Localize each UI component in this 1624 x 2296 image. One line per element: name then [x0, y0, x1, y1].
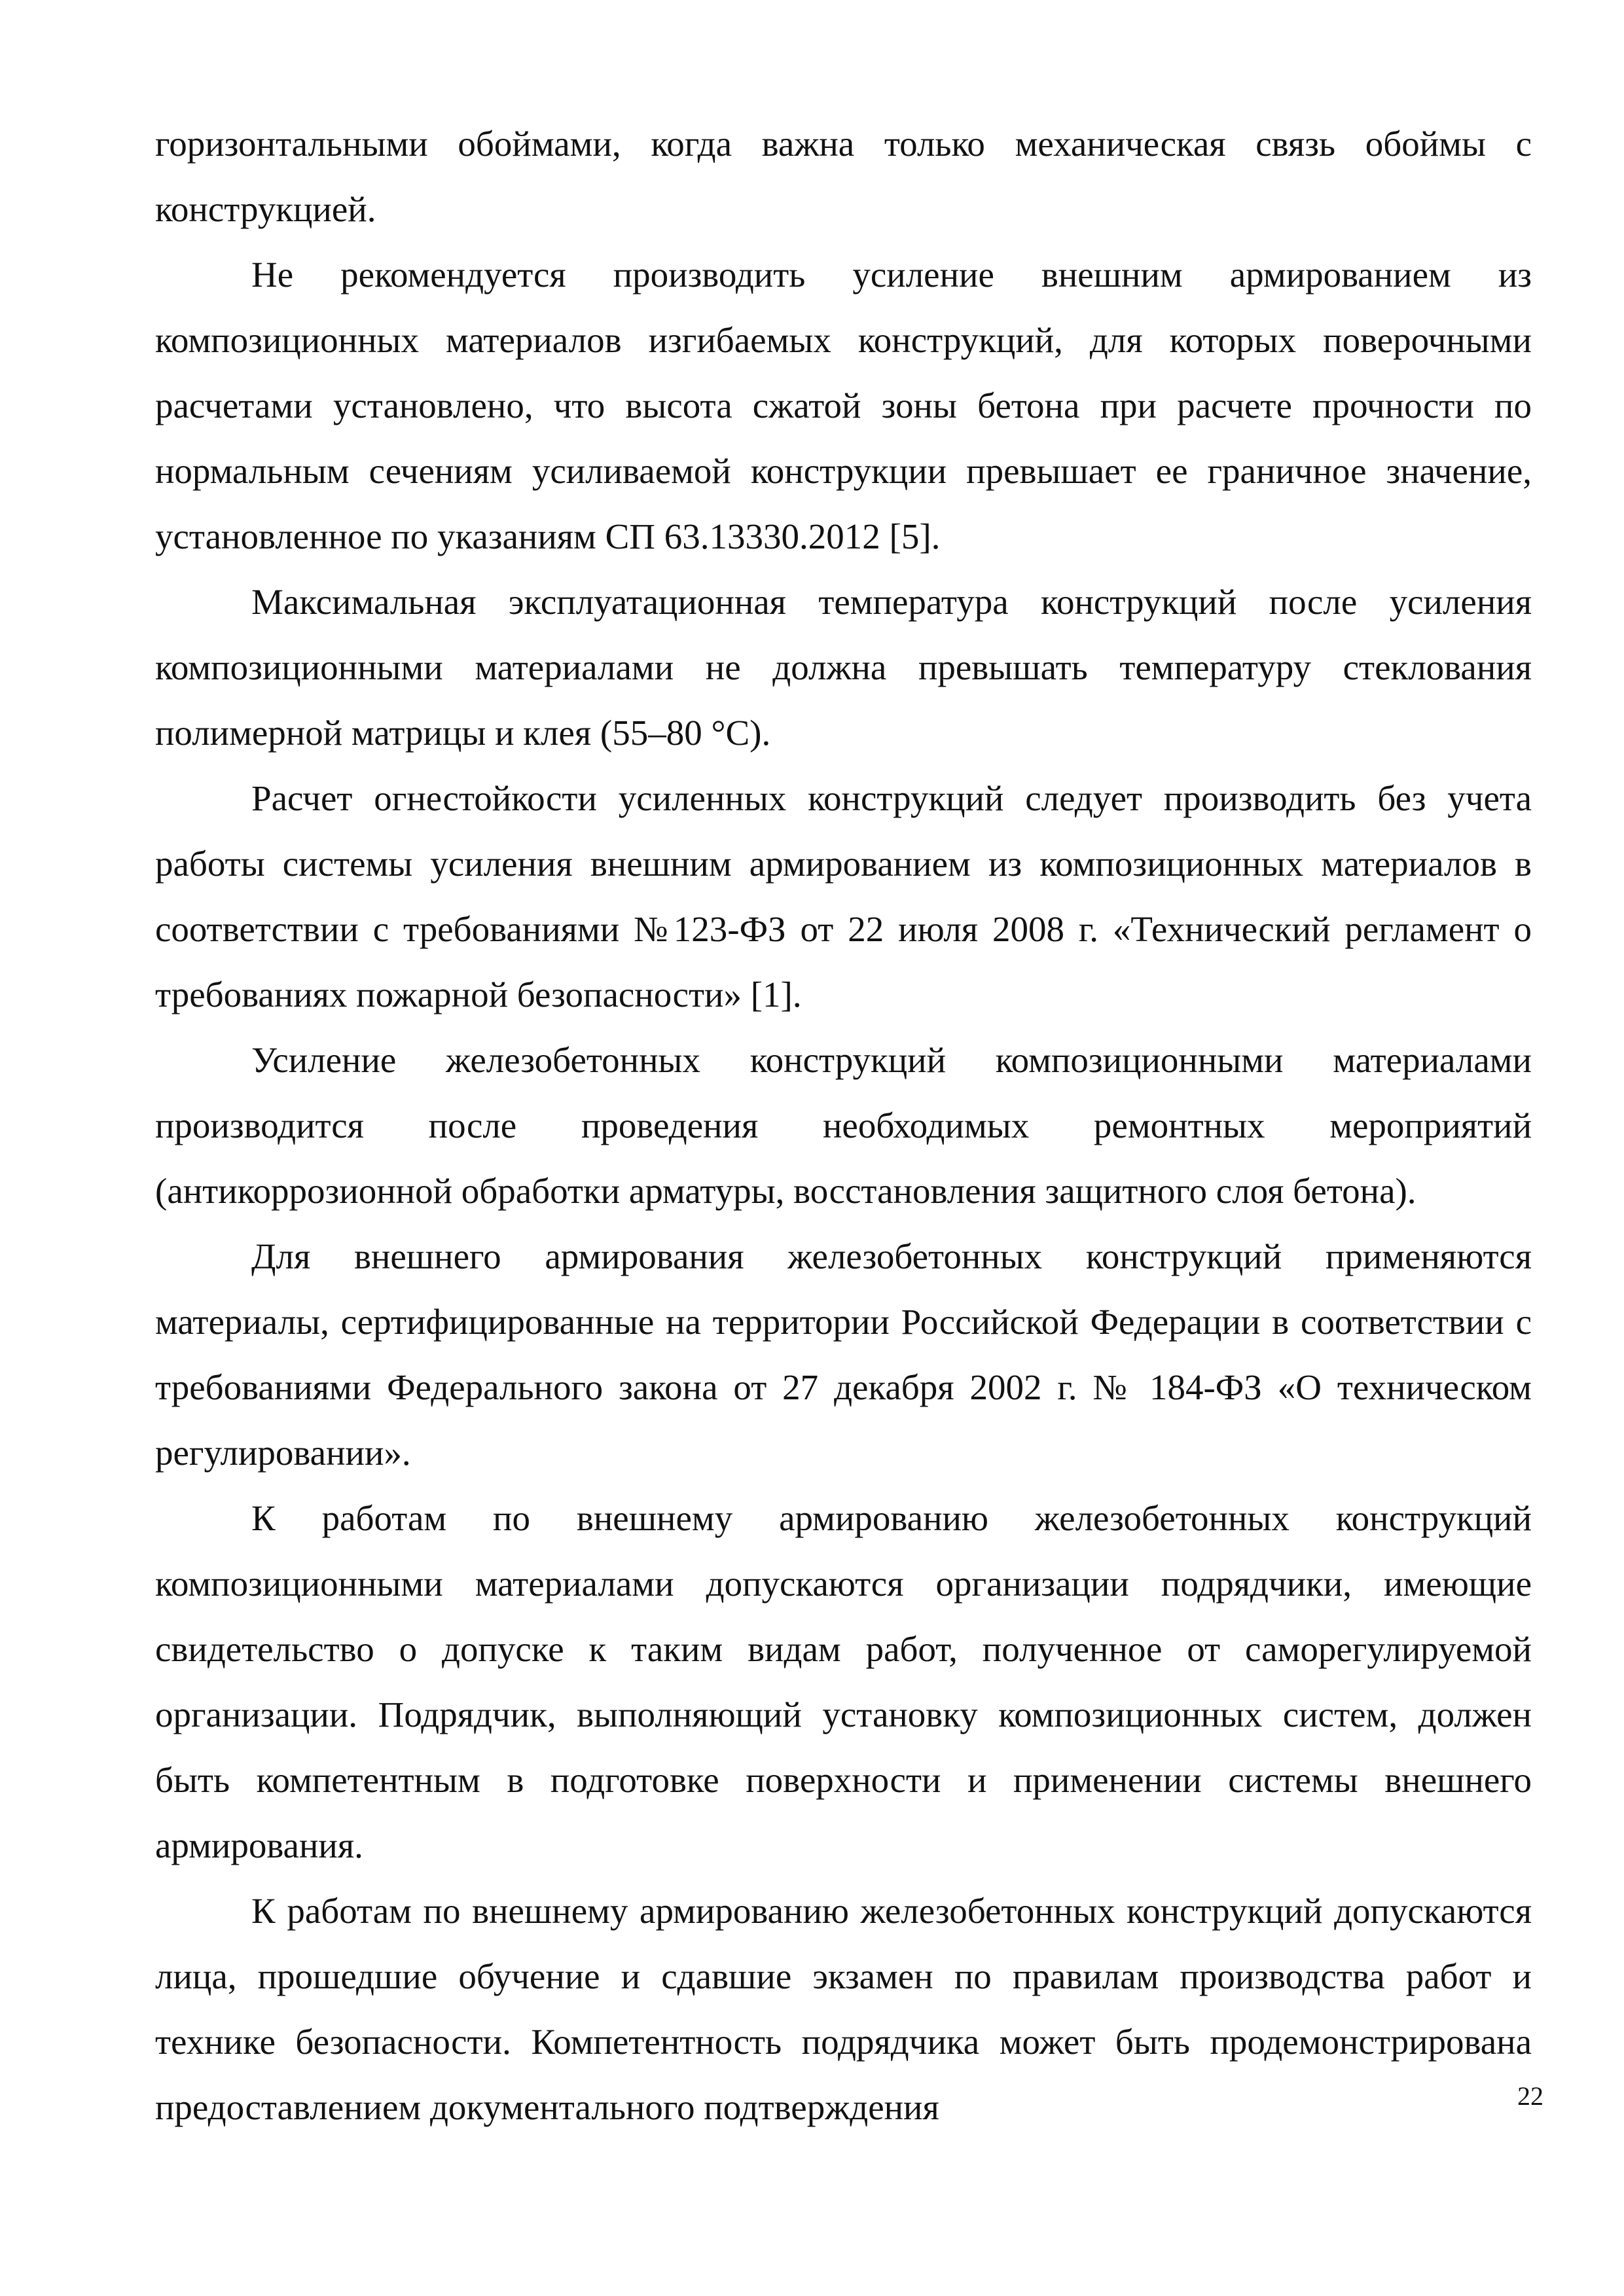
paragraph-personnel-admission: К работам по внешнему армированию железобетонных конструкций допускаются лица, прошедшие обучение и сдавшие экзамен по правилам производства работ и технике безопасности. Компетентность подрядчика может быть продемонстрирована предоставлением документального подтверждения — [155, 1891, 1532, 2127]
paragraph-certified-materials: Для внешнего армирования железобетонных конструкций применяются материалы, сертифицированные на территории Российской Федерации в соответствии с требованиями Федерального закона от 27 декабря 2002 г. № 184-ФЗ «О техническом регулировании». — [155, 1236, 1532, 1473]
paragraph-continuation: горизонтальными обоймами, когда важна только механическая связь обоймы с конструкцией. — [155, 124, 1532, 229]
document-body — [155, 111, 1532, 2140]
paragraph-contractor-organizations: К работам по внешнему армированию железобетонных конструкций композиционными материалами допускаются организации подрядчики, имеющие свидетельство о допуске к таким видам работ, полученное от саморегулируемой организации. Подрядчик, выполняющий установку композиционных систем, должен быть компетентным в подготовке поверхности и применении системы внешнего армирования. — [155, 1498, 1532, 1865]
paragraph-repair-works: Усиление железобетонных конструкций композиционными материалами производится после проведения необходимых ремонтных мероприятий (антикоррозионной обработки арматуры, восстановления защитного слоя бетона). — [155, 1040, 1532, 1211]
paragraph-fire-resistance: Расчет огнестойкости усиленных конструкций следует производить без учета работы системы усиления внешним армированием из композиционных материалов в соответствии с требованиями №123-ФЗ от 22 июля 2008 г. «Технический регламент о требованиях пожарной безопасности» [1]. — [155, 778, 1532, 1014]
paragraph-max-temperature: Максимальная эксплуатационная температура конструкций после усиления композиционными материалами не должна превышать температуру стеклования полимерной матрицы и клея (55–80 °С). — [155, 582, 1532, 753]
page-number: 22 — [1517, 2081, 1543, 2111]
paragraph-composite-restriction: Не рекомендуется производить усиление внешним армированием из композиционных материалов изгибаемых конструкций, для которых поверочными расчетами установлено, что высота сжатой зоны бетона при расчете прочности по нормальным сечениям усиливаемой конструкции превышает ее граничное значение, установленное по указаниям СП 63.13330.2012 [5]. — [155, 255, 1532, 556]
